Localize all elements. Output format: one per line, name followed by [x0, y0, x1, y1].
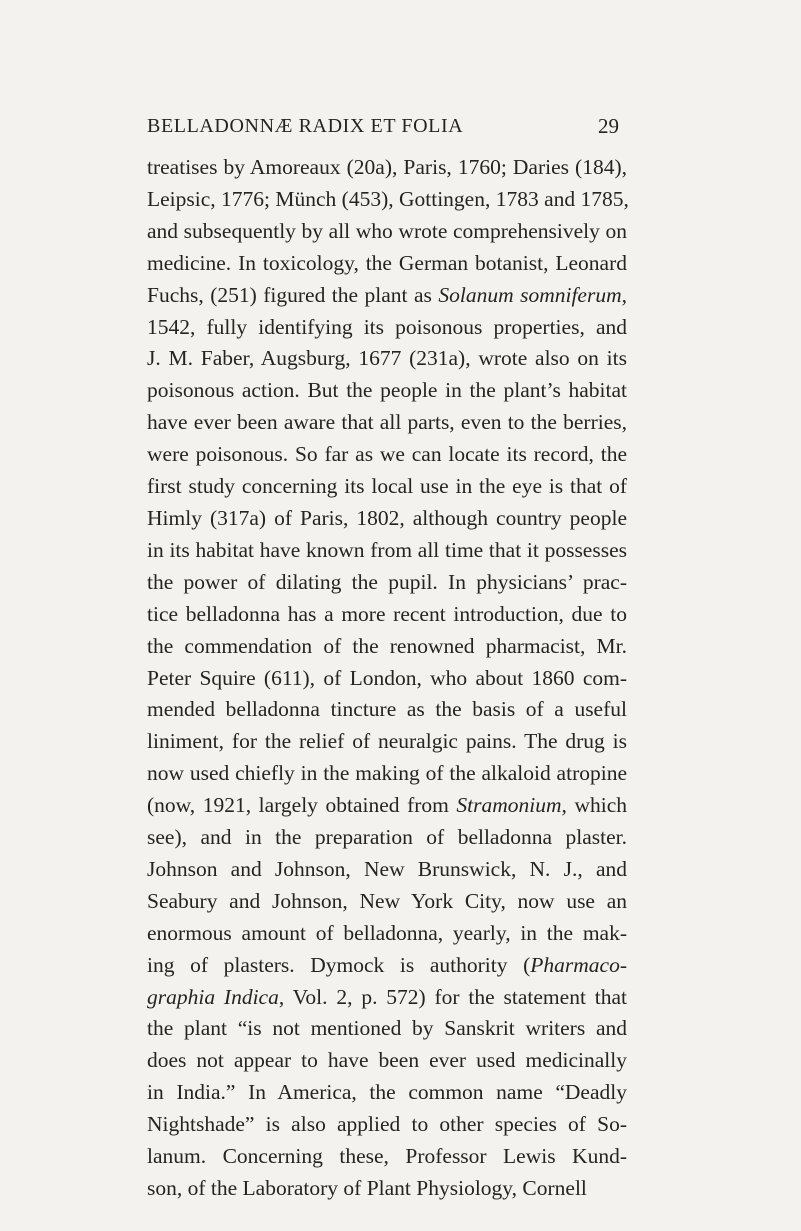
text-line — [147, 950, 627, 982]
text-segment: Nightshade” is also applied to other species of So- — [147, 1112, 627, 1137]
text-line — [147, 1109, 627, 1141]
text-segment: ing of plasters. Dymock is authority ( — [147, 952, 531, 977]
text-segment: Himly (317a) of Paris, 1802, although country people — [147, 505, 627, 530]
text-line — [147, 918, 627, 950]
text-line — [147, 854, 627, 886]
text-line — [147, 503, 627, 535]
text-line — [147, 1077, 627, 1109]
text-line — [147, 1045, 627, 1077]
text-line — [147, 694, 627, 726]
text-line — [147, 280, 627, 312]
text-line — [147, 248, 627, 280]
italic-text: Solanum somniferum — [438, 282, 622, 307]
text-segment: in India.” In America, the common name “Deadly — [147, 1080, 627, 1105]
text-segment: in its habitat have known from all time that it possesses — [147, 537, 627, 562]
text-line — [147, 375, 627, 407]
text-segment: the commendation of the renowned pharmacist, Mr. — [147, 633, 627, 658]
text-segment: tice belladonna has a more recent introduction, due to — [147, 601, 627, 626]
text-segment: enormous amount of belladonna, yearly, in the mak- — [147, 920, 627, 945]
text-segment: J. M. Faber, Augsburg, 1677 (231a), wrote also on its — [147, 346, 627, 371]
text-line — [147, 312, 627, 344]
text-segment: Fuchs, (251) figured the plant as — [147, 282, 439, 307]
text-segment: does not appear to have been ever used medicinally — [147, 1048, 627, 1073]
text-segment: , Vol. 2, p. 572) for the statement that — [278, 984, 627, 1009]
text-line — [147, 439, 627, 471]
text-line — [147, 758, 627, 790]
text-segment: lanum. Concerning these, Professor Lewis Kund- — [147, 1144, 627, 1169]
text-line — [147, 152, 627, 184]
text-segment: first study concerning its local use in the eye is that of — [147, 474, 627, 499]
text-line — [147, 599, 627, 631]
text-line — [147, 407, 627, 439]
text-segment: , which — [561, 793, 627, 818]
text-line — [147, 726, 627, 758]
text-line — [147, 567, 627, 599]
running-head: BELLADONNÆ RADIX ET FOLIA — [147, 115, 464, 137]
text-line — [147, 343, 627, 375]
italic-text: Pharmaco- — [530, 952, 627, 977]
text-segment: were poisonous. So far as we can locate its record, the — [147, 442, 627, 467]
text-segment: Seabury and Johnson, New York City, now use an — [147, 888, 627, 913]
text-segment: mended belladonna tincture as the basis of a useful — [147, 697, 627, 722]
text-segment: (now, 1921, largely obtained from — [147, 793, 457, 818]
text-segment: poisonous action. But the people in the plant’s habitat — [147, 378, 627, 403]
text-segment: now used chiefly in the making of the alkaloid atropine — [147, 761, 627, 786]
text-line — [147, 822, 627, 854]
text-line — [147, 790, 627, 822]
text-line — [147, 535, 627, 567]
text-line — [147, 471, 627, 503]
text-line — [147, 216, 627, 248]
text-segment: Peter Squire (611), of London, who about 1860 com- — [147, 665, 627, 690]
text-segment: treatises by Amoreaux (20a), Paris, 1760; Daries (184), — [147, 155, 627, 179]
body-text — [147, 152, 627, 1205]
text-line — [147, 1013, 627, 1045]
text-segment: Leipsic, 1776; Münch (453), Gottingen, 1783 and 1785, — [147, 186, 629, 211]
text-segment: Johnson and Johnson, New Brunswick, N. J., and — [147, 856, 627, 881]
text-segment: and subsequently by all who wrote comprehensively on — [147, 218, 627, 243]
page-number: 29 — [598, 114, 619, 138]
italic-text: Stramonium — [456, 793, 562, 818]
text-line — [147, 184, 627, 216]
text-segment: son, of the Laboratory of Plant Physiology, Cornell — [147, 1176, 587, 1200]
text-line — [147, 886, 627, 918]
italic-text: graphia Indica — [147, 984, 279, 1009]
text-segment: medicine. In toxicology, the German botanist, Leonard — [147, 250, 627, 275]
text-segment: liniment, for the relief of neuralgic pains. The drug is — [147, 729, 627, 754]
text-line — [147, 1141, 627, 1173]
text-segment: , — [621, 282, 627, 307]
text-line — [147, 982, 627, 1014]
text-line — [147, 631, 627, 663]
text-line — [147, 663, 627, 695]
text-segment: 1542, fully identifying its poisonous properties, and — [147, 314, 627, 339]
text-line — [147, 1173, 627, 1205]
text-segment: see), and in the preparation of belladonna plaster. — [147, 825, 627, 850]
text-segment: the power of dilating the pupil. In physicians’ prac- — [147, 569, 627, 594]
text-segment: the plant “is not mentioned by Sanskrit writers and — [147, 1016, 627, 1041]
text-segment: have ever been aware that all parts, even to the berries, — [147, 410, 627, 435]
